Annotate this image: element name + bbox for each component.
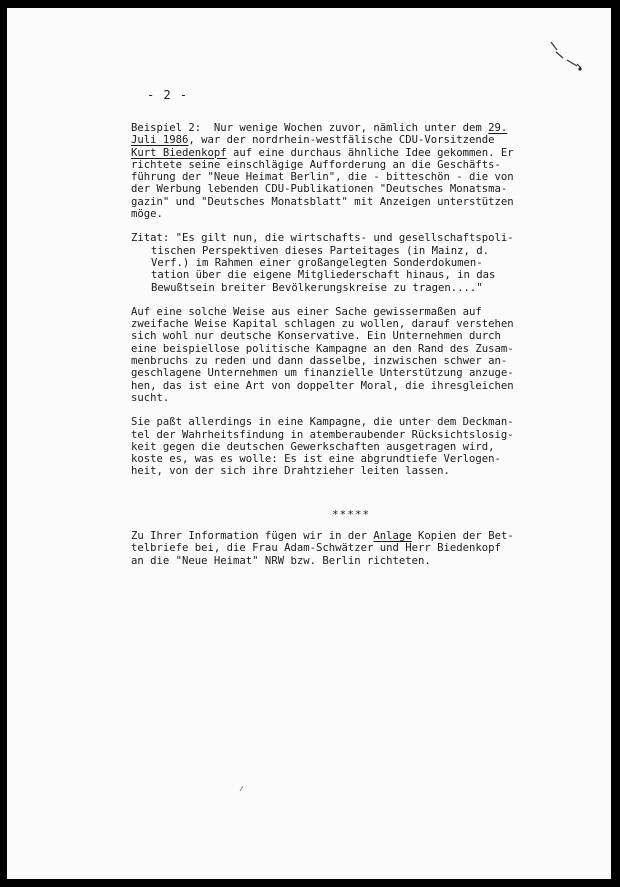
document-page xyxy=(7,8,611,879)
section-separator: ***** xyxy=(332,508,371,521)
quote-block: Zitat: "Es gilt nun, die wirtschafts- und gesellschaftspoli- tischen Perspektiven dieses Parteitages (in Mainz, d. Verf.) im Rahmen einer großangelegten Sonderdokumen- tation über die eigene Mitgliederschaft hinaus, in das Bewußtsein breiter Bevölkerungskreise zu tragen...." xyxy=(131,232,514,294)
pen-scribble-mark xyxy=(547,38,587,78)
paragraph-anlage: Zu Ihrer Information fügen wir in der Anlage Kopien der Bet- telbriefe bei, die Frau Adam-Schwätzer und Herr Biedenkopf an die "Neue Heimat" NRW bzw. Berlin richteten. xyxy=(131,530,514,567)
underlined-anlage: Anlage xyxy=(373,530,412,542)
underlined-date: Juli 1986 xyxy=(131,134,189,147)
paragraph-beispiel-2: Beispiel 2: Nur wenige Wochen zuvor, nämlich unter dem 29. Juli 1986, war der nordrhein-westfälische CDU-Vorsitzende Kurt Biedenkopf auf eine durchaus ähnliche Idee gekommen. Er richtete seine einschlägige Aufforderung an die Geschäfts- führung der "Neue Heimat Berlin", die - bitteschön - die von der Werbung lebenden CDU-Publikationen "Deutsches Monatsma- gazin" und "Deutsches Monatsblatt" mit Anzeigen unterstützen möge. xyxy=(131,122,514,221)
paragraph-kampagne: Sie paßt allerdings in eine Kampagne, die unter dem Deckman- tel der Wahrheitsfindung in atemberaubender Rücksichtslosig- keit gegen die deutschen Gewerkschaften ausgetragen wird, koste es, was es wolle: Es ist eine abgrundtiefe Verlogen- heit, von der sich ihre Drahtzieher leiten lassen. xyxy=(131,416,514,478)
page-number: - 2 - xyxy=(147,88,189,102)
underlined-date-part: 29. xyxy=(488,122,508,134)
document-body xyxy=(131,122,561,490)
paragraph-doppelte-moral: Auf eine solche Weise aus einer Sache gewissermaßen auf zweifache Weise Kapital schlagen zu wollen, darauf verstehen sich wohl nur deutsche Konservative. Ein Unternehmen durch eine beispiellose politische Kampagne an den Rand des Zusam- menbruchs zu reden und dann dasselbe, inzwischen schwer an- geschlagene Unternehmen um finanzielle Unterstützung anzuge- hen, das ist eine Art von doppelter Moral, die ihresgleichen sucht. xyxy=(131,305,514,404)
underlined-name: Kurt Biedenkopf xyxy=(131,146,227,159)
speck-mark xyxy=(237,783,247,793)
